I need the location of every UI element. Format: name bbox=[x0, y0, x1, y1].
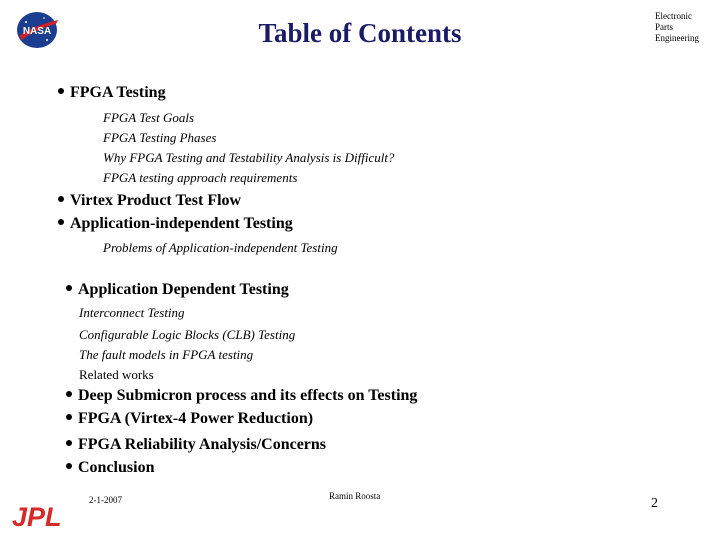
nasa-logo-text: NASA bbox=[22, 26, 52, 37]
footer-date: 2-1-2007 bbox=[89, 495, 122, 505]
bullet-icon bbox=[66, 285, 72, 291]
jpl-logo-text: JPL bbox=[12, 502, 62, 530]
toc-subitem: FPGA Testing Phases bbox=[103, 130, 217, 145]
toc-item-virtex-flow: Virtex Product Test Flow bbox=[58, 192, 241, 210]
toc-item-reliability: FPGA Reliability Analysis/Concerns bbox=[66, 436, 326, 454]
bullet-icon bbox=[58, 88, 64, 94]
toc-item-app-independent: Application-independent Testing bbox=[58, 215, 293, 233]
toc-item-fpga-testing: FPGA Testing bbox=[58, 84, 166, 102]
bullet-icon bbox=[58, 196, 64, 202]
toc-subitem: FPGA testing approach requirements bbox=[103, 170, 298, 185]
department-label bbox=[655, 11, 715, 44]
bullet-icon bbox=[66, 463, 72, 469]
toc-subitem: FPGA Test Goals bbox=[103, 110, 195, 125]
toc-subitem: The fault models in FPGA testing bbox=[79, 347, 254, 362]
toc-subitem: Interconnect Testing bbox=[79, 305, 185, 320]
page-number: 2 bbox=[651, 496, 658, 511]
toc-subitem: Configurable Logic Blocks (CLB) Testing bbox=[79, 327, 296, 342]
page-title: Table of Contents bbox=[258, 18, 462, 48]
department-line: Engineering bbox=[655, 33, 699, 43]
bullet-icon bbox=[58, 219, 64, 225]
toc-subitem: Related works bbox=[79, 367, 154, 382]
footer-author: Ramin Roosta bbox=[329, 491, 381, 501]
department-line: Parts bbox=[655, 22, 673, 32]
bullet-icon bbox=[66, 391, 72, 397]
jpl-logo-icon bbox=[10, 500, 62, 530]
toc-subitem: Why FPGA Testing and Testability Analysis is Difficult? bbox=[103, 150, 395, 165]
toc-item-app-dependent: Application Dependent Testing bbox=[66, 281, 289, 299]
toc-item-power-reduction: FPGA (Virtex-4 Power Reduction) bbox=[66, 410, 313, 428]
bullet-icon bbox=[66, 414, 72, 420]
bullet-icon bbox=[66, 440, 72, 446]
toc-item-conclusion: Conclusion bbox=[66, 459, 154, 477]
toc-item-deep-submicron: Deep Submicron process and its effects on Testing bbox=[66, 387, 417, 405]
toc-subitem: Problems of Application-independent Testing bbox=[103, 240, 338, 255]
department-line: Electronic bbox=[655, 11, 692, 21]
